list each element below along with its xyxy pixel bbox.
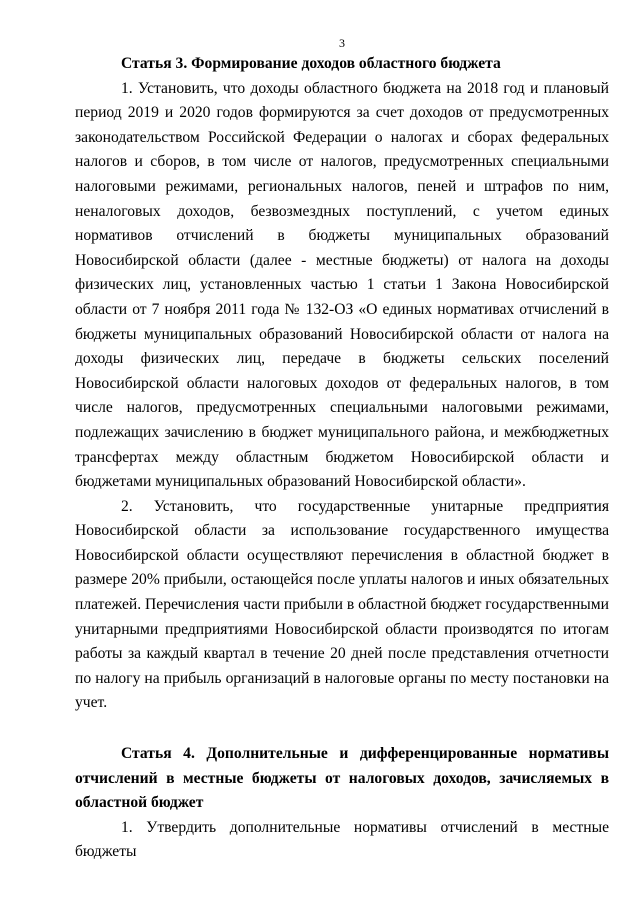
- section-spacer: [75, 716, 609, 742]
- document-body: [75, 52, 609, 865]
- page-number: 3: [339, 36, 345, 50]
- article-3-paragraph-2: 2. Установить, что государственные унитарные предприятия Новосибирской области за использование государственного имущества Новосибирской области осуществляют перечисления в областной бюджет в размере 20% прибыли, остающейся после уплаты налогов и иных обязательных платежей. Перечисления части прибыли в областной бюджет государственными унитарными предприятиями Новосибирской области производятся по итогам работы за каждый квартал в течение 20 дней после представления отчетности по налогу на прибыль организаций в налоговые органы по месту постановки на учет.: [75, 497, 609, 712]
- article-4-paragraph-1: 1. Утвердить дополнительные нормативы отчислений в местные бюджеты: [75, 818, 609, 861]
- article-3-paragraph-1: 1. Установить, что доходы областного бюджета на 2018 год и плановый период 2019 и 2020 годов формируются за счет доходов от предусмотренных законодательством Российской Федерации о налогах и сборах федеральных налогов и сборов, в том числе от налогов, предусмотренных специальными налоговыми режимами, региональных налогов, пеней и штрафов по ним, неналоговых доходов, безвозмездных поступлений, с учетом единых нормативов отчислений в бюджеты муниципальных образований Новосибирской области (далее - местные бюджеты) от налога на доходы физических лиц, установленных частью 1 статьи 1 Закона Новосибирской области от 7 ноября 2011 года № 132-ОЗ «О единых нормативах отчислений в бюджеты муниципальных образований Новосибирской области от налога на доходы физических лиц, передаче в бюджеты сельских поселений Новосибирской области налоговых доходов от федеральных налогов, в том числе налогов, предусмотренных специальными налоговыми режимами, подлежащих зачислению в бюджет муниципального района, и межбюджетных трансфертах между областным бюджетом Новосибирской области и бюджетами муниципальных образований Новосибирской области».: [75, 79, 609, 491]
- article-4-heading: Статья 4. Дополнительные и дифференцированные нормативы отчислений в местные бюджеты от налоговых доходов, зачисляемых в областной бюджет: [75, 745, 609, 812]
- article-3-heading: Статья 3. Формирование доходов областного бюджета: [121, 55, 501, 72]
